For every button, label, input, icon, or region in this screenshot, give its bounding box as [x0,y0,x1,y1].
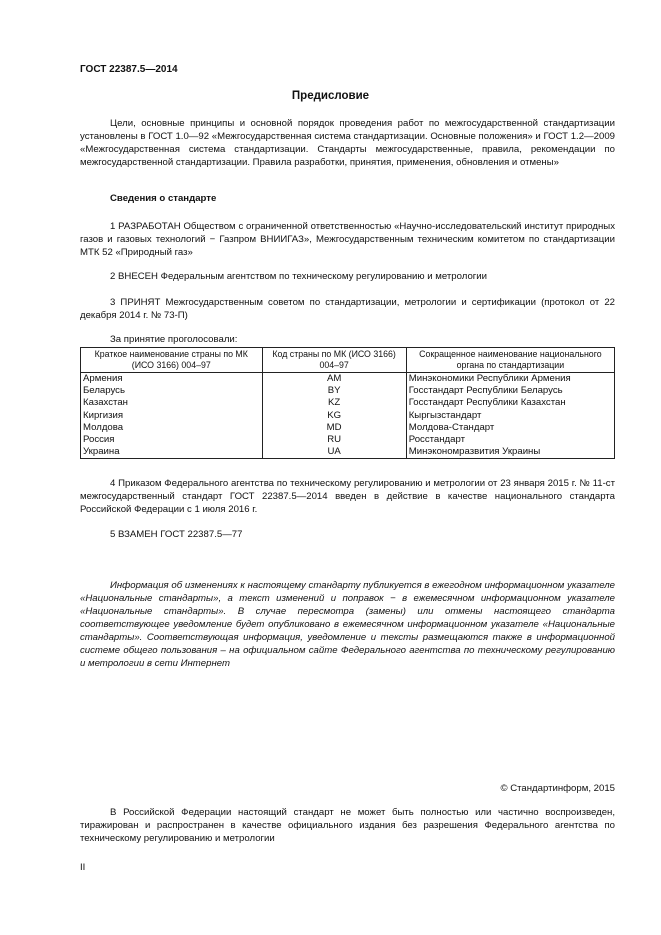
table-row [81,373,615,386]
rights-notice: В Российской Федерации настоящий стандарт не может быть полностью или частично воспроизведен, тиражирован и распространен в качестве официального издания без разрешения Федерального агентства по техническому регулированию и метрологии [80,807,615,844]
table-row [81,446,615,459]
table-row [81,422,615,434]
code-cell: UA [262,446,406,459]
table-row [81,410,615,422]
country-cell: Молдова [81,422,263,434]
column-header-code: Код страны по МК (ИСО 3166) 004–97 [262,348,406,373]
country-cell: Казахстан [81,397,263,409]
change-notice: Информация об изменениях к настоящему стандарту публикуется в ежегодном информационном указателе «Национальные стандарты», а текст изменений и поправок − в ежемесячном информационном указателе «Национальные стандарты». В случае пересмотра (замены) или отмены настоящего стандарта соответствующее уведомление будет опубликовано в ежемесячном информационном указателе «Национальные стандарты». Соответствующая информация, уведомление и тексты размещаются также в информационной системе общего пользования – на официальном сайте Федерального агентства по техническому регулированию и метрологии в сети Интернет [80,580,615,669]
code-cell: AM [262,373,406,386]
section-heading: Сведения о стандарте [110,193,217,204]
item-2-paragraph: 2 ВНЕСЕН Федеральным агентством по техническому регулированию и метрологии [110,271,488,282]
agency-cell: Кыргызстандарт [406,410,614,422]
vote-label: За принятие проголосовали: [110,334,238,345]
column-header-agency: Сокращенное наименование национального органа по стандартизации [406,348,614,373]
page-number: II [80,862,86,873]
code-cell: MD [262,422,406,434]
column-header-country: Краткое наименование страны по МК (ИСО 3166) 004–97 [81,348,263,373]
agency-cell: Росстандарт [406,434,614,446]
code-cell: RU [262,434,406,446]
agency-cell: Молдова-Стандарт [406,422,614,434]
country-cell: Беларусь [81,385,263,397]
agency-cell: Госстандарт Республики Беларусь [406,385,614,397]
table-row [81,434,615,446]
country-cell: Россия [81,434,263,446]
page-title: Предисловие [291,90,370,102]
document-header: ГОСТ 22387.5—2014 [80,64,178,75]
table-row [81,397,615,409]
code-cell: BY [262,385,406,397]
country-cell: Украина [81,446,263,459]
item-3-paragraph: 3 ПРИНЯТ Межгосударственным советом по стандартизации, метрологии и сертификации (протокол от 22 декабря 2014 г. № 73-П) [80,297,615,321]
code-cell: KG [262,410,406,422]
code-cell: KZ [262,397,406,409]
item-5-paragraph: 5 ВЗАМЕН ГОСТ 22387.5—77 [110,529,243,540]
agency-cell: Минэкономики Республики Армения [406,373,614,386]
item-4-paragraph: 4 Приказом Федерального агентства по техническому регулированию и метрологии от 23 января 2015 г. № 11-ст межгосударственный стандарт ГОСТ 22387.5—2014 введен в действие в качестве национального стандарта Российской Федерации с 1 июля 2016 г. [80,478,615,515]
country-cell: Армения [81,373,263,386]
agency-cell: Госстандарт Республики Казахстан [406,397,614,409]
copyright: © Стандартинформ, 2015 [500,783,615,794]
table-header-row [81,348,615,373]
country-cell: Киргизия [81,410,263,422]
item-1-paragraph: 1 РАЗРАБОТАН Обществом с ограниченной ответственностью «Научно-исследовательский институт природных газов и газовых технологий − Газпром ВНИИГАЗ», Межгосударственным техническим комитетом по стандартизации МТК 52 «Природный газ» [80,221,615,258]
agency-cell: Минэкономразвития Украины [406,446,614,459]
voting-table [80,347,615,459]
table-row [81,385,615,397]
intro-paragraph: Цели, основные принципы и основной порядок проведения работ по межгосударственной стандартизации установлены в ГОСТ 1.0—92 «Межгосударственная система стандартизации. Основные положения» и ГОСТ 1.2—2009 «Межгосударственная система стандартизации. Стандарты межгосударственные, правила, рекомендации по межгосударственной стандартизации. Правила разработки, принятия, применения, обновления и отмены» [80,118,615,168]
